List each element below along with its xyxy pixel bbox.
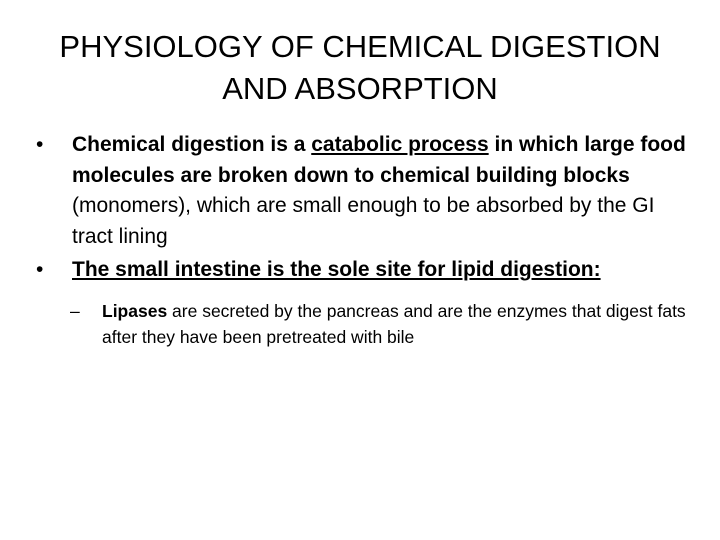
bullet-chemical-digestion <box>30 130 690 252</box>
bullet-text-underlined: catabolic process <box>311 133 489 156</box>
slide-title <box>20 26 700 110</box>
sub-bullet-bold-term: Lipases <box>102 300 168 321</box>
bullet-text-bold-start: Chemical digestion is a <box>72 133 312 156</box>
bullet-marker: • <box>36 258 44 281</box>
bullet-text-regular: (monomers), which are small enough to be absorbed by the GI tract lining <box>72 194 655 248</box>
sub-bullet-text: are secreted by the pancreas and are the enzymes that digest fats after they have been pretreated with bile <box>102 300 686 347</box>
bullet-marker: • <box>36 133 44 156</box>
sub-bullet-marker: – <box>70 300 80 321</box>
title-line-2: AND ABSORPTION <box>222 71 498 106</box>
bullet-text-bold-end: in which large food molecules are broken down to chemical building blocks <box>72 133 686 187</box>
title-line-1: PHYSIOLOGY OF CHEMICAL DIGESTION <box>59 29 661 64</box>
sub-bullet-lipases <box>30 298 690 350</box>
slide-body <box>30 130 690 350</box>
bullet-small-intestine <box>30 255 690 286</box>
bullet-text-underlined: The small intestine is the sole site for lipid digestion: <box>72 258 601 281</box>
